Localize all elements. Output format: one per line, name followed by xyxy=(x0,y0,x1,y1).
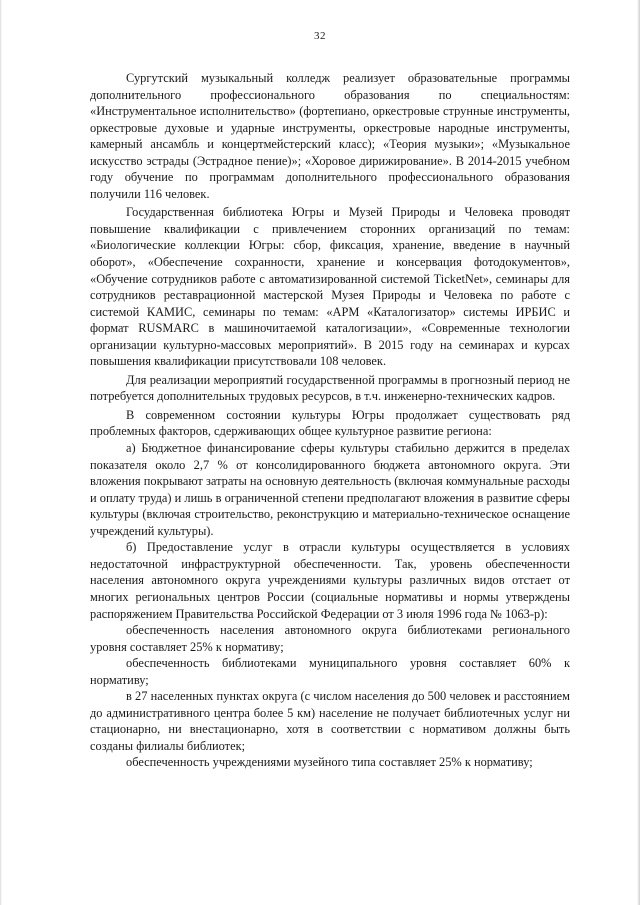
paragraph-music-college: Сургутский музыкальный колледж реализует образовательные программы дополнительного профессионального образования по специальностям: «Инструментальное исполнительство» (фортепиано, оркестровые струнные инструменты, оркестровые духовые и ударные инструменты, оркестровые народные инструменты, камерный ансамбль и концертмейстерский класс); «Теория музыки»; «Музыкальное искусство эстрады (Эстрадное пение)»; «Хоровое дирижирование». В 2014-2015 учебном году обучение по программам дополнительного профессионального образования получили 116 человек. xyxy=(90,71,570,201)
paragraph-labor-resources: Для реализации мероприятий государственной программы в прогнозный период не потребуется дополнительных трудовых ресурсов, в т.ч. инженерно-технических кадров. xyxy=(90,372,570,404)
paragraph-problem-factors: В современном состоянии культуры Югры продолжает существовать ряд проблемных факторов, сдерживающих общее культурное развитие региона: xyxy=(90,407,570,439)
page-number: 32 xyxy=(314,30,326,42)
paragraph-budget-funding: а) Бюджетное финансирование сферы культуры стабильно держится в пределах показателя около 2,7 % от консолидированного бюджета автономного округа. Эти вложения покрывают затраты на основную деятельность (включая коммунальные расходы и оплату труда) и лишь в ограниченной степени предполагают вложения в развитие сферы культуры (включая строительство, реконструкцию и материально-техническое оснащение учреждений культуры). xyxy=(90,441,570,538)
scan-edge-left xyxy=(0,0,2,905)
paragraph-infrastructure: б) Предоставление услуг в отрасли культуры осуществляется в условиях недостаточной инфраструктурной обеспеченности. Так, уровень обеспеченности населения автономного округа учреждениями культуры различных видов отстает от многих региональных центров России (социальные нормативы и нормы утверждены распоряжением Правительства Российской Федерации от 3 июля 1996 года № 1063-р): xyxy=(90,540,570,621)
paragraph-library-museum: Государственная библиотека Югры и Музей Природы и Человека проводят повышение квалификации с привлечением сторонних организаций по темам: «Биологические коллекции Югры: сбор, фиксация, хранение, введение в научный оборот», «Обеспечение сохранности, хранение и консервация фотодокументов», «Обучение сотрудников работе с автоматизированной системой TicketNet», семинары для сотрудников реставрационной мастерской Музея Природы и Человека по работе с системой КАМИС, семинары по темам: «АРМ «Каталогизатор» системы ИРБИС и формат RUSMARC в машиночитаемой каталогизации», «Современные технологии организации культурно-массовых мероприятий». В 2015 году на семинарах и курсах повышения квалификации присутствовали 108 человек. xyxy=(90,205,570,369)
list-item-regional-libraries: обеспеченность населения автономного округа библиотеками регионального уровня составляет 25% к нормативу; xyxy=(90,623,570,654)
document-body xyxy=(90,70,570,771)
list-item-settlements: в 27 населенных пунктах округа (с числом населения до 500 человек и расстоянием до административного центра более 5 км) население не получает библиотечных услуг ни стационарно, ни внестационарно, хотя в соответствии с нормативом должны быть созданы филиалы библиотек; xyxy=(90,689,570,753)
list-item-municipal-libraries: обеспеченность библиотеками муниципального уровня составляет 60% к нормативу; xyxy=(90,656,570,687)
list-item-museums: обеспеченность учреждениями музейного типа составляет 25% к нормативу; xyxy=(126,755,533,770)
